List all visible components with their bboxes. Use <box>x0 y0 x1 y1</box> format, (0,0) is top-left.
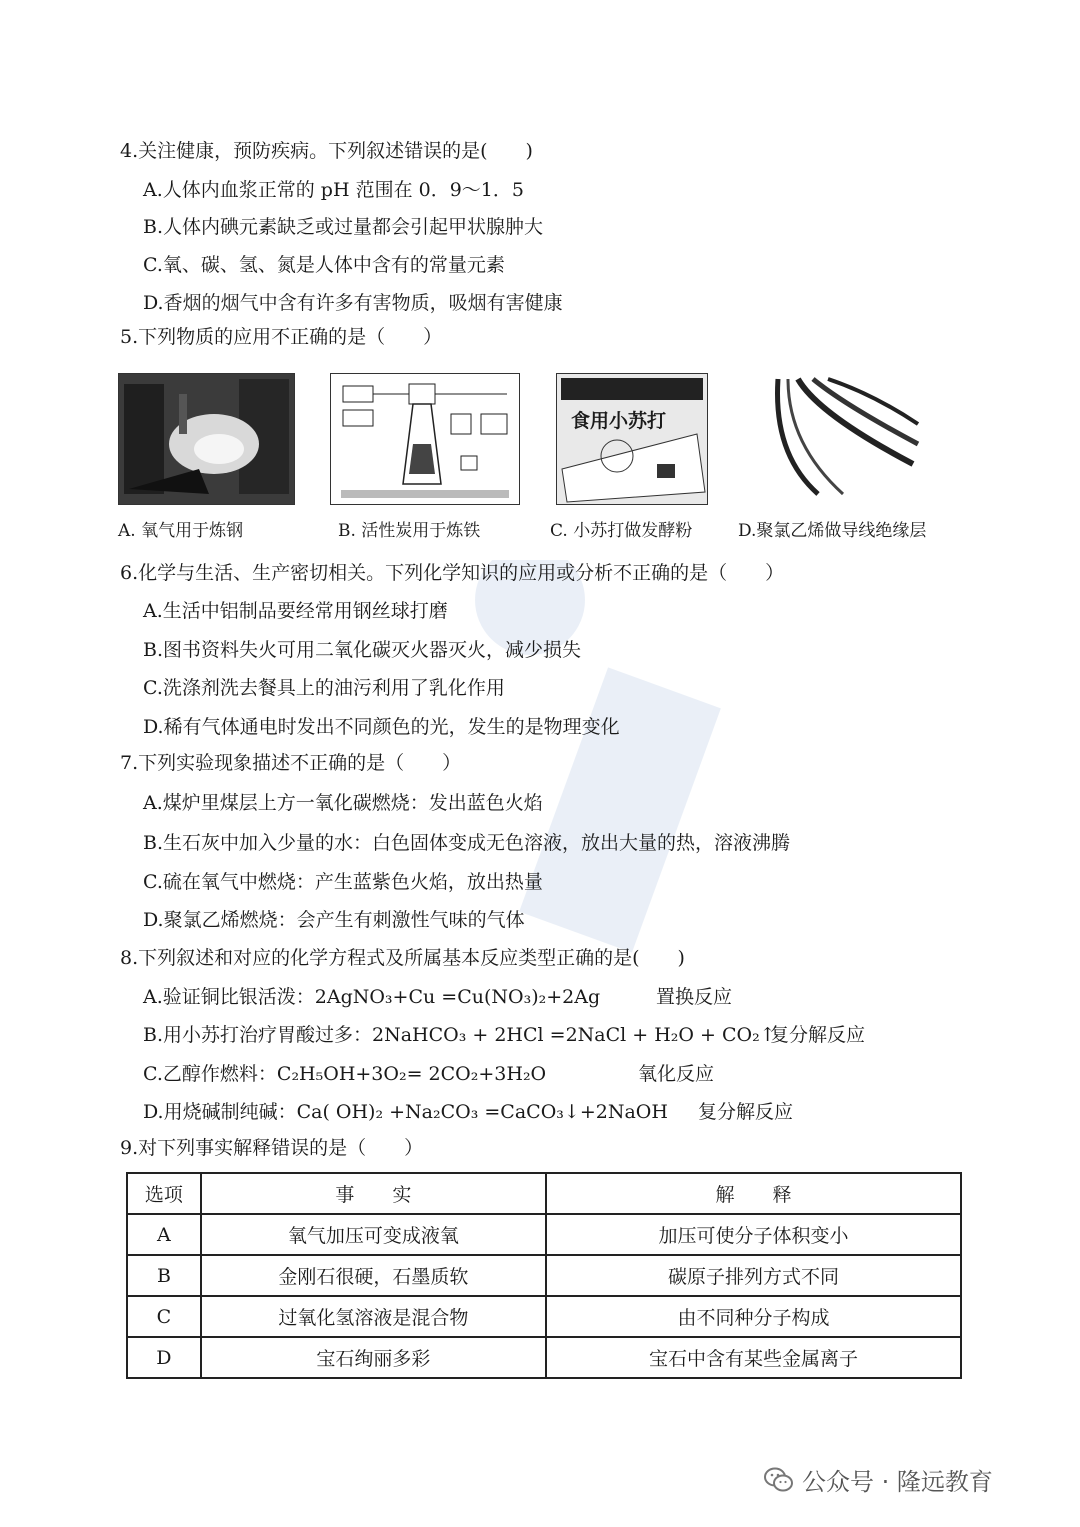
question-5-stem: 5.下列物质的应用不正确的是（ ） <box>120 326 443 348</box>
steelmaking-photo <box>118 373 295 505</box>
wechat-icon <box>764 1467 794 1499</box>
row-fact: 金刚石很硬，石墨质软 <box>201 1255 546 1296</box>
question-7-option-d: D.聚氯乙烯燃烧：会产生有刺激性气味的气体 <box>143 909 525 931</box>
question-7-stem: 7.下列实验现象描述不正确的是（ ） <box>120 752 462 774</box>
question-8-option-a: A.验证铜比银活泼：2AgNO₃+Cu =Cu(NO₃)₂+2Ag <box>143 986 601 1008</box>
table-row <box>127 1255 961 1296</box>
header-option: 选项 <box>127 1173 201 1214</box>
question-8-option-d: D.用烧碱制纯碱：Ca( OH)₂ +Na₂CO₃ =CaCO₃↓+2NaOH <box>143 1101 668 1123</box>
question-7-option-b: B.生石灰中加入少量的水：白色固体变成无色溶液，放出大量的热，溶液沸腾 <box>143 832 791 854</box>
caption-c: C. 小苏打做发酵粉 <box>550 521 693 541</box>
question-4-option-b: B.人体内碘元素缺乏或过量都会引起甲状腺肿大 <box>143 216 544 238</box>
question-4-option-d: D.香烟的烟气中含有许多有害物质，吸烟有害健康 <box>143 292 563 314</box>
header-explanation: 解 释 <box>546 1173 961 1214</box>
question-6-option-c: C.洗涤剂洗去餐具上的油污利用了乳化作用 <box>143 677 505 699</box>
question-7-option-a: A.煤炉里煤层上方一氧化碳燃烧：发出蓝色火焰 <box>143 792 543 814</box>
footer-text: 公众号 · 隆远教育 <box>802 1468 993 1496</box>
row-fact: 宝石绚丽多彩 <box>201 1337 546 1378</box>
footer-account <box>764 1462 993 1499</box>
row-option: D <box>127 1337 201 1378</box>
row-fact: 氧气加压可变成液氧 <box>201 1214 546 1255</box>
facts-table <box>126 1172 962 1379</box>
package-label: 食用小苏打 <box>571 410 667 432</box>
question-8-option-a-type: 置换反应 <box>656 986 733 1008</box>
question-8-option-b-type: 复分解反应 <box>770 1024 866 1046</box>
question-9-stem: 9.对下列事实解释错误的是（ ） <box>120 1137 424 1159</box>
question-8-option-c-type: 氧化反应 <box>638 1063 715 1085</box>
table-row <box>127 1214 961 1255</box>
table-row <box>127 1337 961 1378</box>
table-row <box>127 1296 961 1337</box>
row-fact: 过氧化氢溶液是混合物 <box>201 1296 546 1337</box>
question-8-stem: 8.下列叙述和对应的化学方程式及所属基本反应类型正确的是( ) <box>120 947 685 969</box>
insulated-wires-photo <box>762 373 922 505</box>
baking-soda-package-photo <box>556 373 708 505</box>
row-explanation: 宝石中含有某些金属离子 <box>546 1337 961 1378</box>
row-explanation: 由不同种分子构成 <box>546 1296 961 1337</box>
row-explanation: 加压可使分子体积变小 <box>546 1214 961 1255</box>
blast-furnace-diagram <box>330 373 520 505</box>
question-4-stem: 4.关注健康，预防疾病。下列叙述错误的是( ) <box>120 140 533 162</box>
question-6-option-d: D.稀有气体通电时发出不同颜色的光，发生的是物理变化 <box>143 716 620 738</box>
question-7-option-c: C.硫在氧气中燃烧：产生蓝紫色火焰，放出热量 <box>143 871 543 893</box>
question-8-option-b: B.用小苏打治疗胃酸过多：2NaHCO₃ + 2HCl =2NaCl + H₂O + CO₂↑ <box>143 1024 776 1046</box>
caption-d: D.聚氯乙烯做导线绝缘层 <box>738 521 927 541</box>
question-4-option-a: A.人体内血浆正常的 pH 范围在 0．9～1．5 <box>143 179 524 201</box>
question-4-option-c: C.氧、碳、氢、氮是人体中含有的常量元素 <box>143 254 505 276</box>
row-option: B <box>127 1255 201 1296</box>
question-8-option-c: C.乙醇作燃料：C₂H₅OH+3O₂= 2CO₂+3H₂O <box>143 1063 547 1085</box>
question-8-option-d-type: 复分解反应 <box>698 1101 794 1123</box>
caption-b: B. 活性炭用于炼铁 <box>338 521 481 541</box>
row-option: A <box>127 1214 201 1255</box>
table-header-row <box>127 1173 961 1214</box>
question-6-option-a: A.生活中铝制品要经常用钢丝球打磨 <box>143 600 448 622</box>
row-option: C <box>127 1296 201 1337</box>
question-6-stem: 6.化学与生活、生产密切相关。下列化学知识的应用或分析不正确的是（ ） <box>120 562 785 584</box>
row-explanation: 碳原子排列方式不同 <box>546 1255 961 1296</box>
header-fact: 事 实 <box>201 1173 546 1214</box>
caption-a: A. 氧气用于炼钢 <box>118 521 244 541</box>
question-6-option-b: B.图书资料失火可用二氧化碳灭火器灭火，减少损失 <box>143 639 582 661</box>
